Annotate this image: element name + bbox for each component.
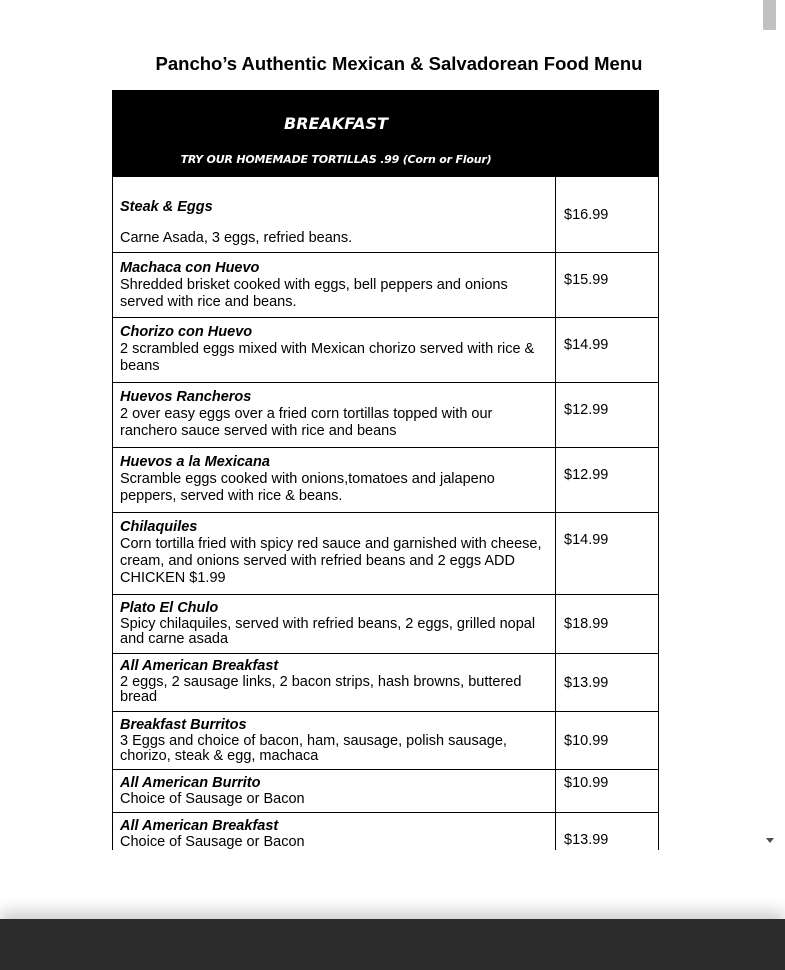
- item-name: Steak & Eggs: [120, 199, 213, 215]
- item-cell: [113, 770, 556, 813]
- item-name: Breakfast Burritos: [120, 717, 247, 733]
- item-cell: [113, 253, 556, 318]
- table-row: [113, 595, 659, 654]
- item-name: All American Breakfast: [120, 818, 279, 834]
- item-description: Scramble eggs cooked with onions,tomatoes and jalapeno peppers, served with rice & beans.: [120, 471, 495, 504]
- vertical-scrollbar[interactable]: [762, 0, 777, 850]
- table-row: [113, 770, 659, 813]
- item-name: Plato El Chulo: [120, 600, 219, 616]
- item-cell: [113, 712, 556, 770]
- scroll-down-arrow-icon[interactable]: [766, 838, 774, 843]
- item-price: $18.99: [556, 595, 659, 654]
- item-price: $10.99: [556, 770, 659, 813]
- item-name: All American Breakfast: [120, 658, 279, 674]
- item-cell: [113, 177, 556, 253]
- item-price: $14.99: [556, 318, 659, 383]
- item-description: Corn tortilla fried with spicy red sauce and garnished with cheese, cream, and onions served with refried beans and 2 eggs ADD CHICKEN $1.99: [120, 536, 542, 586]
- item-name: Huevos a la Mexicana: [120, 454, 270, 470]
- table-row: [113, 448, 659, 513]
- table-row: [113, 712, 659, 770]
- item-name: Huevos Rancheros: [120, 389, 252, 405]
- scrollbar-thumb[interactable]: [763, 0, 776, 30]
- item-cell: [113, 383, 556, 448]
- table-row: [113, 318, 659, 383]
- item-price: $16.99: [556, 177, 659, 253]
- item-name: Chilaquiles: [120, 519, 198, 535]
- page-title: Pancho’s Authentic Mexican & Salvadorean Food Menu: [155, 53, 643, 74]
- item-name: All American Burrito: [120, 775, 261, 791]
- section-title: BREAKFAST: [284, 114, 388, 133]
- item-description: Choice of Sausage or Bacon: [120, 834, 305, 850]
- item-name: Chorizo con Huevo: [120, 324, 253, 340]
- item-price: $10.99: [556, 712, 659, 770]
- item-description: 2 over easy eggs over a fried corn tortillas topped with our ranchero sauce served with rice and beans: [120, 406, 493, 439]
- section-header-row: [113, 91, 659, 177]
- bottom-toolbar: [0, 919, 785, 970]
- section-subtitle: TRY OUR HOMEMADE TORTILLAS .99 (Corn or Flour): [180, 153, 492, 166]
- table-row: [113, 654, 659, 712]
- table-row: [113, 513, 659, 595]
- item-cell: [113, 448, 556, 513]
- item-description: Choice of Sausage or Bacon: [120, 791, 305, 807]
- item-description: 2 scrambled eggs mixed with Mexican chorizo served with rice & beans: [120, 341, 535, 374]
- item-price: $15.99: [556, 253, 659, 318]
- item-description: 2 eggs, 2 sausage links, 2 bacon strips, hash browns, buttered bread: [120, 674, 522, 705]
- item-description: 3 Eggs and choice of bacon, ham, sausage, polish sausage, chorizo, steak & egg, machaca: [120, 733, 507, 764]
- item-cell: [113, 813, 556, 851]
- item-price: $14.99: [556, 513, 659, 595]
- table-row: [113, 383, 659, 448]
- menu-table: [112, 90, 659, 850]
- item-price: $13.99: [556, 654, 659, 712]
- section-header: [113, 91, 659, 177]
- table-row: [113, 253, 659, 318]
- table-row: [113, 813, 659, 851]
- item-name: Machaca con Huevo: [120, 260, 260, 276]
- item-description: Spicy chilaquiles, served with refried beans, 2 eggs, grilled nopal and carne asada: [120, 616, 536, 647]
- item-description: Carne Asada, 3 eggs, refried beans.: [120, 230, 353, 246]
- item-cell: [113, 595, 556, 654]
- item-cell: [113, 654, 556, 712]
- item-description: Shredded brisket cooked with eggs, bell peppers and onions served with rice and beans.: [120, 277, 508, 310]
- item-price: $12.99: [556, 448, 659, 513]
- item-price: $12.99: [556, 383, 659, 448]
- item-cell: [113, 513, 556, 595]
- table-row: [113, 177, 659, 253]
- item-cell: [113, 318, 556, 383]
- item-price: $13.99: [556, 813, 659, 851]
